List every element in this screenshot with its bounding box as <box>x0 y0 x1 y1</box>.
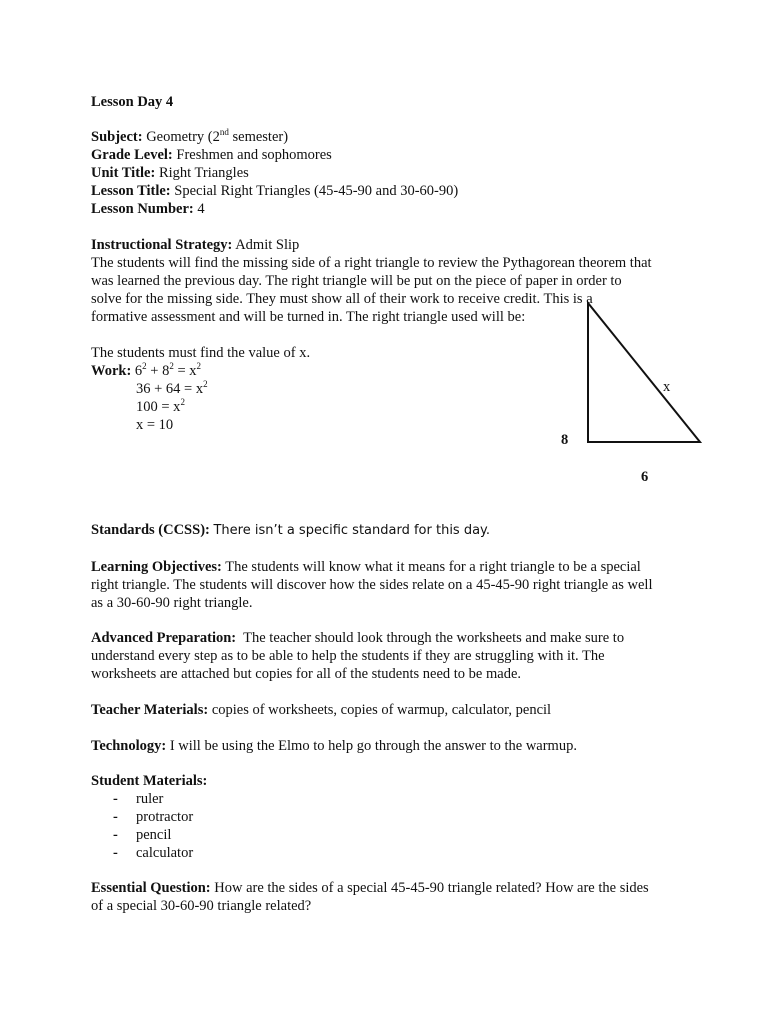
student-materials-heading: Student Materials: <box>91 773 208 789</box>
bullet-dash: - <box>113 791 118 807</box>
preparation-line-2: understand every step as to be able to help the students if they are struggling with it. The <box>91 648 605 664</box>
strategy-text-line: solve for the missing side. They must show all of their work to receive credit. This is a <box>91 291 593 307</box>
preparation-line-3: worksheets are attached but copies for all of the students need to be made. <box>91 666 522 682</box>
work-line-4: x = 10 <box>136 417 174 433</box>
strategy-text-line: formative assessment and will be turned in. The right triangle used will be: <box>91 309 526 325</box>
objectives-line-1: Learning Objectives: The students will know what it means for a right triangle to be a special <box>91 559 641 575</box>
base-label: 6 <box>641 469 649 485</box>
find-x-line: The students must find the value of x. <box>91 345 311 361</box>
list-item: pencil <box>136 827 172 843</box>
objectives-line-2: right triangle. The students will discover how the sides relate on a 45-45-90 right triangle as well <box>91 577 653 593</box>
list-item: ruler <box>136 791 164 807</box>
list-item: calculator <box>136 845 194 861</box>
standards-line: Standards (CCSS): There isn’t a specific standard for this day. <box>91 522 491 538</box>
essential-question-line-2: of a special 30-60-90 triangle related? <box>91 898 312 914</box>
objectives-line-3: as a 30-60-90 right triangle. <box>91 595 253 611</box>
bullet-dash: - <box>113 845 118 861</box>
teacher-materials-line: Teacher Materials: copies of worksheets, copies of warmup, calculator, pencil <box>91 702 552 718</box>
work-line-2: $36 + 64 = x^2$ <box>136 379 208 397</box>
strategy-text-line: The students will find the missing side of a right triangle to review the Pythagorean theorem that <box>91 255 652 271</box>
subject-line: Subject: Geometry (2nd semester) <box>91 127 289 145</box>
right-triangle-shape <box>588 303 700 442</box>
work-line-1: Work: $6^2 + 8^2 = x^2$ <box>91 361 202 379</box>
lesson-day-heading: Lesson Day 4 <box>91 94 174 110</box>
technology-line: Technology: I will be using the Elmo to help go through the answer to the warmup. <box>91 738 577 754</box>
lesson-number-line: Lesson Number: 4 <box>91 201 205 217</box>
lesson-title-line: Lesson Title: Special Right Triangles (45-45-90 and 30-60-90) <box>91 183 459 199</box>
hypotenuse-label: x <box>663 379 671 395</box>
list-item: protractor <box>136 809 194 825</box>
preparation-line-1: Advanced Preparation: The teacher should look through the worksheets and make sure to <box>91 630 625 646</box>
grade-level-line: Grade Level: Freshmen and sophomores <box>91 147 332 163</box>
strategy-text-line: was learned the previous day. The right triangle will be put on the piece of paper in order to <box>91 273 622 289</box>
height-label: 8 <box>561 432 569 448</box>
instructional-strategy-line: Instructional Strategy: Admit Slip <box>91 237 300 253</box>
bullet-dash: - <box>113 827 118 843</box>
essential-question-line-1: Essential Question: How are the sides of a special 45-45-90 triangle related? How are the sides <box>91 880 649 896</box>
bullet-dash: - <box>113 809 118 825</box>
unit-title-line: Unit Title: Right Triangles <box>91 165 249 181</box>
work-line-3: $100 = x^2$ <box>136 397 185 415</box>
